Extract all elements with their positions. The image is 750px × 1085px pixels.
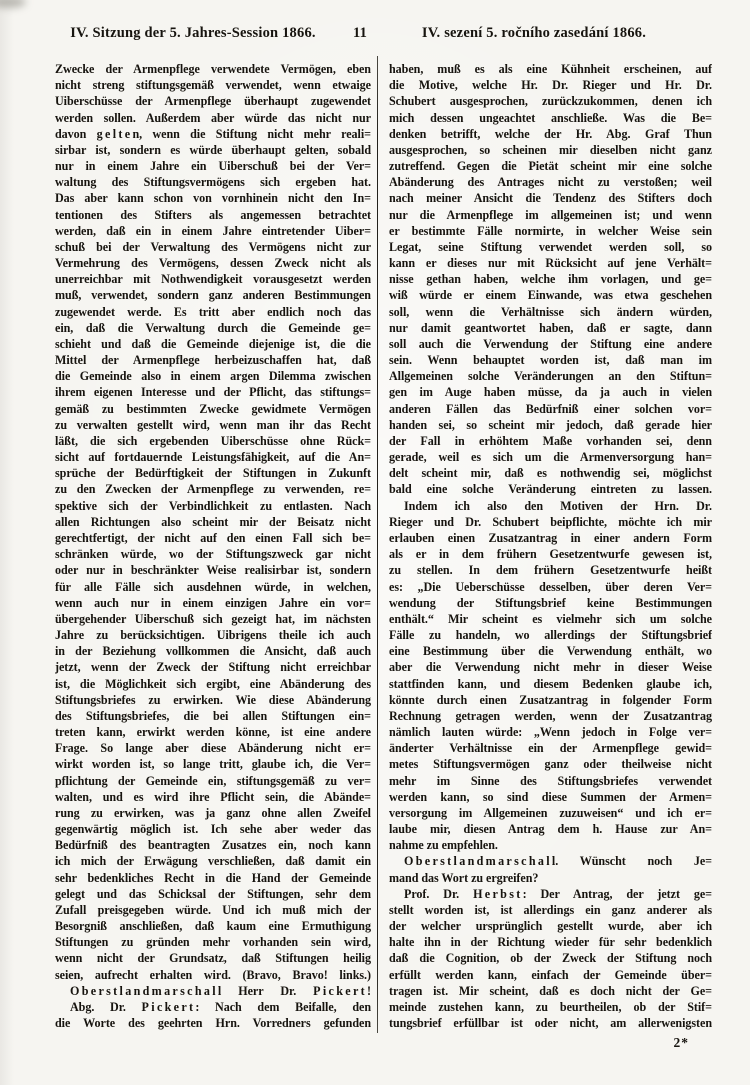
text-line: bald eine solche Veränderung eintreten zu lassen. — [389, 482, 712, 497]
text-line: gelegt und das Schicksal der Stiftungen, sehr dem — [55, 886, 371, 901]
text-line: ich mich der Erwägung verschließen, daß damit ein — [55, 854, 371, 869]
text-line: nicht streng stiftungsgemäß verwendet, wenn etwaige — [55, 78, 371, 93]
text-line: nahme zu empfehlen. — [389, 838, 498, 853]
text-line: werden sollen. Außerdem aber würde das nicht nur — [55, 110, 371, 125]
text-line: mich dessen ungeachtet anschließe. Was die Be= — [389, 110, 712, 125]
text-line: tragen ist. Mir scheint, daß es doch nicht der Ge= — [389, 983, 712, 998]
text-line: Das aber kann schon von vornhinein nicht den In= — [55, 191, 371, 206]
text-line: O b e r s t l a n d m a r s c h a l l. Wünscht noch Je= — [404, 854, 712, 869]
text-line: delt scheint mir, daß es nothwendig sei, möglichst — [389, 466, 712, 481]
text-line: sprüche der Bedürftigkeit der Stiftungen in Zukunft — [55, 466, 371, 481]
text-line: sein. Wenn behauptet worden ist, daß man im — [389, 353, 712, 368]
text-line: schuß bei der Verwaltung des Vermögens nicht zur — [55, 239, 371, 254]
text-line: der welcher ursprünglich gestellt wurde, aber ich — [389, 919, 712, 934]
text-line: die Motive, welche Hr. Dr. Rieger und Hr. Dr. — [389, 78, 712, 93]
text-line: stattfinden kann, und diesem Bedenken glaube ich, — [389, 676, 712, 691]
text-line: allen Richtungen also scheint mir der Beisatz nicht — [55, 514, 371, 529]
text-line: gegenwärtig möglich ist. Ich sehe aber weder das — [55, 822, 371, 837]
text-line: davon g e l t e n, wenn die Stiftung nicht mehr reali= — [55, 126, 371, 141]
text-line: waltung des Stiftungsvermögens sich ergeben hat. — [55, 175, 371, 190]
text-line: eine Bestimmung über die Verwendung enthält, wo — [389, 644, 712, 659]
text-line: gen im Auge haben müsse, da ja auch in vielen — [389, 385, 712, 400]
text-line: anderen Fällen das Bedürfniß einer solchen vor= — [389, 401, 712, 416]
text-line: Legat, seine Stiftung verwendet werden soll, so — [389, 239, 712, 254]
text-line: Prof. Dr. H e r b s t : Der Antrag, der jetzt ge= — [404, 886, 712, 901]
text-line: halte ihn in der Richtung wieder für sehr bedenklich — [389, 935, 712, 950]
text-line: Uiberschüsse der Armenpflege überhaupt zugewendet — [55, 94, 371, 109]
text-line: ein, daß die Verwaltung durch die Gemeinde ge= — [55, 320, 371, 335]
text-line: metes Stiftungsvermögen ganz oder theilweise nicht — [389, 757, 712, 772]
text-line: enthält.“ Mir scheint es vielmehr sich um solche — [389, 611, 712, 626]
header-page-number: 11 — [352, 25, 368, 41]
text-line: handen sei, so scheint mir jedoch, daß gerade hier — [389, 417, 712, 432]
text-line: Schubert ausgesprochen, zurückzukommen, denen ich — [389, 94, 712, 109]
text-line: zu verwalten gestellt wird, wenn man ihr das Recht — [55, 417, 371, 432]
text-line: haben, muß es als eine Kühnheit erscheinen, auf — [389, 62, 712, 76]
text-line: Besorgniß anschließen, daß kaum eine Ermuthigung — [55, 919, 371, 934]
text-line: zugewendet werde. Es tritt aber endlich noch das — [55, 304, 371, 319]
text-line: daß die Cognition, ob der Zweck der Stiftung noch — [389, 951, 712, 966]
text-line: die Gemeinde also in einem argen Dilemma zwischen — [55, 369, 371, 384]
text-line: walten, und es wird ihre Pflicht sein, die Abände= — [55, 789, 371, 804]
text-line: Bedürfniß des beantragten Zusatzes ein, noch kann — [55, 838, 371, 853]
text-line: werden kann, so sind diese Summen der Armen= — [389, 789, 712, 804]
text-line: des Stiftungsbriefes, die bei allen Stiftungen ein= — [55, 708, 371, 723]
text-line: könnte durch einen Zusatzantrag in folgender Form — [389, 692, 712, 707]
text-line: treten kann, erwirkt werden könne, ist eine andere — [55, 725, 371, 740]
text-line: nur in einem Jahre ein Uiberschuß bei der Ver= — [55, 159, 371, 174]
text-line: nur die Armenpflege im allgemeinen ist; und wenn — [389, 207, 712, 222]
text-line: Allgemeinen solche Veränderungen an den Stiftun= — [389, 369, 712, 384]
text-line: gerade, weil es sich um die Armenversorgung han= — [389, 450, 712, 465]
signature-mark: 2* — [673, 1035, 689, 1050]
text-line: gerechtfertigt, der nicht auf den einen Fall sich be= — [55, 530, 371, 545]
header-german-title: IV. Sitzung der 5. Jahres-Session 1866. — [70, 25, 316, 41]
text-line: rung zu erwirken, was ja ganz ohne allen Zweifel — [55, 805, 371, 820]
column-right — [389, 61, 712, 1031]
text-line: tungsbrief erfüllbar ist oder nicht, am allerwenigsten — [389, 1016, 712, 1031]
text-line: erfüllt werden kann, einfach der Gemeinde über= — [389, 967, 712, 982]
text-line: sirbar ist, sondern es würde überhaupt gelten, sobald — [55, 142, 371, 157]
text-line: ausgesprochen, so scheinen mir dieselben nicht ganz — [389, 142, 712, 157]
text-line: zutreffend. Gegen die Pietät scheint mir eine solche — [389, 159, 712, 174]
text-line: übergehender Uiberschuß sich gezeigt hat, im nächsten — [55, 611, 371, 626]
text-line: Fälle zu handeln, wo allerdings der Stiftungsbrief — [389, 628, 712, 643]
text-line: seien, aufrecht erhalten wird. (Bravo, Bravo! links.) — [55, 967, 371, 982]
text-line: die Worte des geehrten Hrn. Vorredners gefunden — [55, 1016, 371, 1031]
text-line: oder nur in beschränkter Weise realisirbar ist, sondern — [55, 563, 371, 578]
header-czech-title: IV. sezení 5. ročního zasedání 1866. — [421, 25, 647, 41]
text-line: in der Beziehung vollkommen die Ansicht, daß auch — [55, 644, 371, 659]
text-line: nämlich lauten würde: „Wenn jedoch in Folge ver= — [389, 725, 712, 740]
text-line: aber die Verwendung nicht mehr in dieser Weise — [389, 660, 712, 675]
text-line: Frage. So lange aber diese Abänderung nicht er= — [55, 741, 371, 756]
text-line: ihrem eigenen Interesse und der Pflicht, das stiftungs= — [55, 385, 371, 400]
text-line: spektive sich der Verbindlichkeit zu entlasten. Nach — [55, 498, 371, 513]
text-line: sehr bedenkliches Recht in die Hand der Gemeinde — [55, 870, 371, 885]
text-line: Zwecke der Armenpflege verwendete Vermögen, eben — [55, 62, 371, 76]
text-line: als er in dem frühern Gesetzentwurfe gewesen ist, — [389, 547, 712, 562]
text-line: änderter Verhältnisse ein der Armenpflege gewid= — [389, 741, 712, 756]
text-line: sicht auf fortdauernde Leistungsfähigkeit, auf die An= — [55, 450, 371, 465]
text-line: ist, die Möglichkeit sich ergibt, eine Abänderung des — [55, 676, 371, 691]
text-line: versorgung im Allgemeinen zuzuweisen“ und ich er= — [389, 805, 712, 820]
text-line: wiß würde er einem Einwande, was etwa geschehen — [389, 288, 712, 303]
text-line: Abg. Dr. P i c k e r t : Nach dem Beifalle, den — [70, 999, 371, 1014]
text-line: Zufall preisgegeben würde. Und ich muß mich der — [55, 902, 371, 917]
text-line: er bestimmte Fälle normirte, in welcher Weise sein — [389, 223, 712, 238]
text-line: Jahre zu berücksichtigen. Uibrigens theile ich auch — [55, 628, 371, 643]
text-line: mehr im Sinne des Stiftungsbriefes verwendet — [389, 773, 712, 788]
text-line: denken betrifft, welche der Hr. Abg. Graf Thun — [389, 126, 712, 141]
text-line: der Fall in erhöhtem Maße vorhanden sei, denn — [389, 433, 712, 448]
text-line: pflichtung der Gemeinde ein, stiftungsgemäß zu ver= — [55, 773, 371, 788]
text-line: Rechnung getragen werden, wenn der Zusatzantrag — [389, 708, 712, 723]
text-line: erlauben einen Zusatzantrag in einer andern Form — [389, 530, 712, 545]
text-line: tentionen des Stifters als angemessen betrachtet — [55, 207, 371, 222]
text-line: soll auch die Verwendung der Stiftung eine andere — [389, 336, 712, 351]
text-line: es: „Die Ueberschüsse desselben, über deren Ver= — [389, 579, 712, 594]
text-line: werden, daß ein in einem Jahre eintretender Uiber= — [55, 223, 371, 238]
text-line: zu stellen. In dem frühern Gesetzentwurfe heißt — [389, 563, 712, 578]
text-line: nur damit geantwortet haben, daß er sagte, dann — [389, 320, 712, 335]
text-line: wenn auch nur in einem einzigen Jahre ein vor= — [55, 595, 371, 610]
text-line: meinde zustehen kann, zu beurtheilen, ob der Stif= — [389, 999, 712, 1014]
text-line: nach meiner Ansicht die Tendenz des Stifters doch — [389, 191, 712, 206]
text-line: schränken würde, wo der Stiftungszweck gar nicht — [55, 547, 371, 562]
scan-smudge-artifact — [0, 0, 26, 8]
text-line: läßt, die sich ergebenden Uiberschüsse ohne Rück= — [55, 433, 371, 448]
text-line: mand das Wort zu ergreifen? — [389, 870, 539, 885]
text-line: Mittel der Armenpflege herbeizuschaffen hat, daß — [55, 353, 371, 368]
text-line: soll, wenn die Verhältnisse sich ändern würden, — [389, 304, 712, 319]
text-line: Abänderung des Antrages nicht zu verstoßen; weil — [389, 175, 712, 190]
text-line: für alle Fälle sich ausdehnen würde, in welchen, — [55, 579, 371, 594]
text-line: muß, verwendet, sondern ganz anderen Bestimmungen — [55, 288, 371, 303]
text-line: O b e r s t l a n d m a r s c h a l l Herr Dr. P i c k e r t ! — [70, 983, 371, 998]
column-left — [55, 61, 371, 1031]
text-line: nisse gethan haben, welche ihm vorlagen, und ge= — [389, 272, 712, 287]
text-line: Rieger und Dr. Schubert beipflichte, möchte ich mir — [389, 514, 712, 529]
text-line: jetzt, wenn der Zweck der Stiftung nicht erreichbar — [55, 660, 371, 675]
text-line: zu den Zwecken der Armenpflege zu verwenden, re= — [55, 482, 371, 497]
text-line: kann er dieses nur mit Rücksicht auf jene Verhält= — [389, 256, 712, 271]
text-line: wenn nicht der Grundsatz, daß Stiftungen heilig — [55, 951, 371, 966]
text-line: schieht und daß die Gemeinde diejenige ist, die die — [55, 336, 371, 351]
text-line: gemäß zu bestimmten Zwecke gewidmete Vermögen — [55, 401, 371, 416]
text-line: Stiftungsbriefes zu erwirken. Wie diese Abänderung — [55, 692, 371, 707]
text-line: wendung der Stiftungsbrief keine Bestimmungen — [389, 595, 712, 610]
text-line: Indem ich also den Motiven der Hrn. Dr. — [404, 498, 712, 513]
column-divider-rule — [377, 56, 378, 1033]
text-line: Stiftungen zu gründen mehr vorhanden sein wird, — [55, 935, 371, 950]
text-line: Vermehrung des Vermögens, dessen Zweck nicht als — [55, 256, 371, 271]
text-line: wirkt worden ist, so lange tritt, glaube ich, die Ver= — [55, 757, 371, 772]
text-line: unerreichbar mit Nothwendigkeit vorausgesetzt werden — [55, 272, 371, 287]
text-line: laube mir, diesen Antrag dem h. Hause zur An= — [389, 822, 712, 837]
text-line: stellt worden ist, ist allerdings ein ganz anderer als — [389, 902, 712, 917]
